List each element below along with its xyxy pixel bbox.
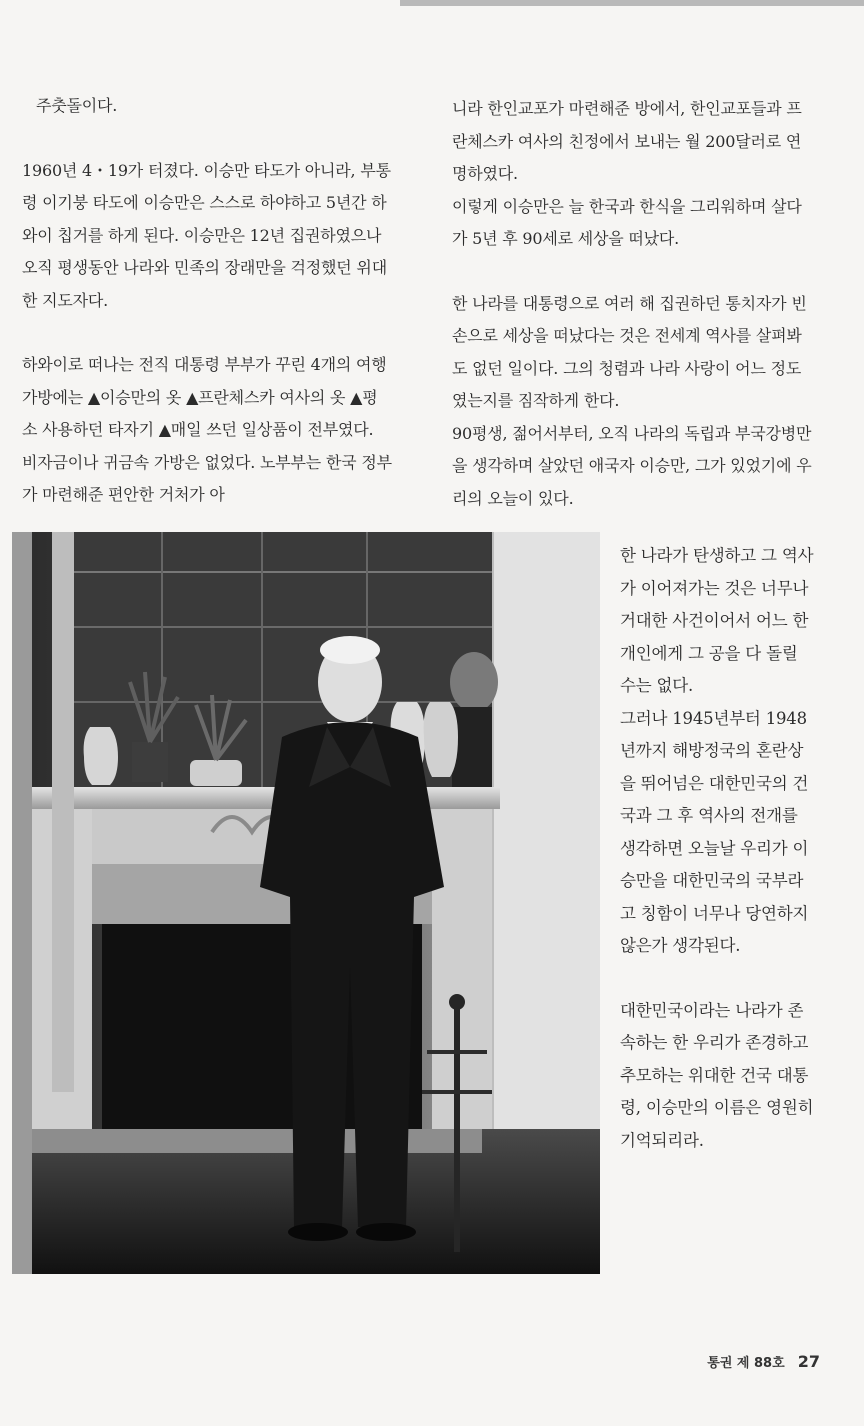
page-number: 27 bbox=[797, 1352, 820, 1371]
issue-label: 통권 제 88호 bbox=[707, 1356, 785, 1371]
top-edge-bar bbox=[400, 0, 864, 6]
left-paragraph-1: 1960년 4・19가 터졌다. 이승만 타도가 아니라, 부통령 이기붕 타도에 이승만은 스스로 하야하고 5년간 하와이 칩거를 하게 된다. 이승만은 12년 집권하였으나 오직 평생동안 나라와 민족의 장래만을 걱정했던 위대한 지도자다. bbox=[22, 160, 391, 310]
side-paragraph-1: 한 나라가 탄생하고 그 역사가 이어져가는 것은 너무나 거대한 사건이어서 어느 한 개인에게 그 공을 다 돌릴 수는 없다. bbox=[620, 546, 814, 695]
portrait-photo-illustration bbox=[12, 532, 600, 1274]
right-column bbox=[452, 93, 814, 515]
side-paragraph-3: 대한민국이라는 나라가 존속하는 한 우리가 존경하고 추모하는 위대한 건국 대통령, 이승만의 이름은 영원히 기억되리라. bbox=[620, 1000, 814, 1150]
page-footer bbox=[707, 1352, 820, 1371]
left-paragraph-0: 주춧돌이다. bbox=[36, 96, 118, 115]
left-column bbox=[22, 90, 392, 512]
side-paragraph-2: 그러나 1945년부터 1948년까지 해방정국의 혼란상을 뛰어넘은 대한민국의 건국과 그 후 역사의 전개를 생각하면 오늘날 우리가 이승만을 대한민국의 국부라고 칭함이 너무나 당연하지 않은가 생각된다. bbox=[620, 708, 809, 955]
side-column bbox=[620, 540, 816, 1157]
right-paragraph-4: 90평생, 젊어서부터, 오직 나라의 독립과 부국강병만을 생각하며 살았던 애국자 이승만, 그가 있었기에 우리의 오늘이 있다. bbox=[452, 423, 812, 508]
portrait-photo bbox=[12, 532, 600, 1274]
right-paragraph-1: 니라 한인교포가 마련해준 방에서, 한인교포들과 프란체스카 여사의 친정에서 보내는 월 200달러로 연명하였다. bbox=[452, 99, 802, 183]
left-paragraph-2: 하와이로 떠나는 전직 대통령 부부가 꾸린 4개의 여행 가방에는 ▲이승만의 옷 ▲프란체스카 여사의 옷 ▲평소 사용하던 타자기 ▲매일 쓰던 일상품이 전부였다. 비자금이나 귀금속 가방은 없었다. 노부부는 한국 정부가 마련해준 편안한 거처가 아 bbox=[22, 355, 392, 504]
right-paragraph-2: 이렇게 이승만은 늘 한국과 한식을 그리워하며 살다가 5년 후 90세로 세상을 떠났다. bbox=[452, 196, 802, 248]
right-paragraph-3: 한 나라를 대통령으로 여러 해 집권하던 통치자가 빈손으로 세상을 떠났다는 것은 전세계 역사를 살펴봐도 없던 일이다. 그의 청렴과 나라 사랑이 어느 정도였는지를 짐작하게 한다. bbox=[452, 293, 807, 410]
